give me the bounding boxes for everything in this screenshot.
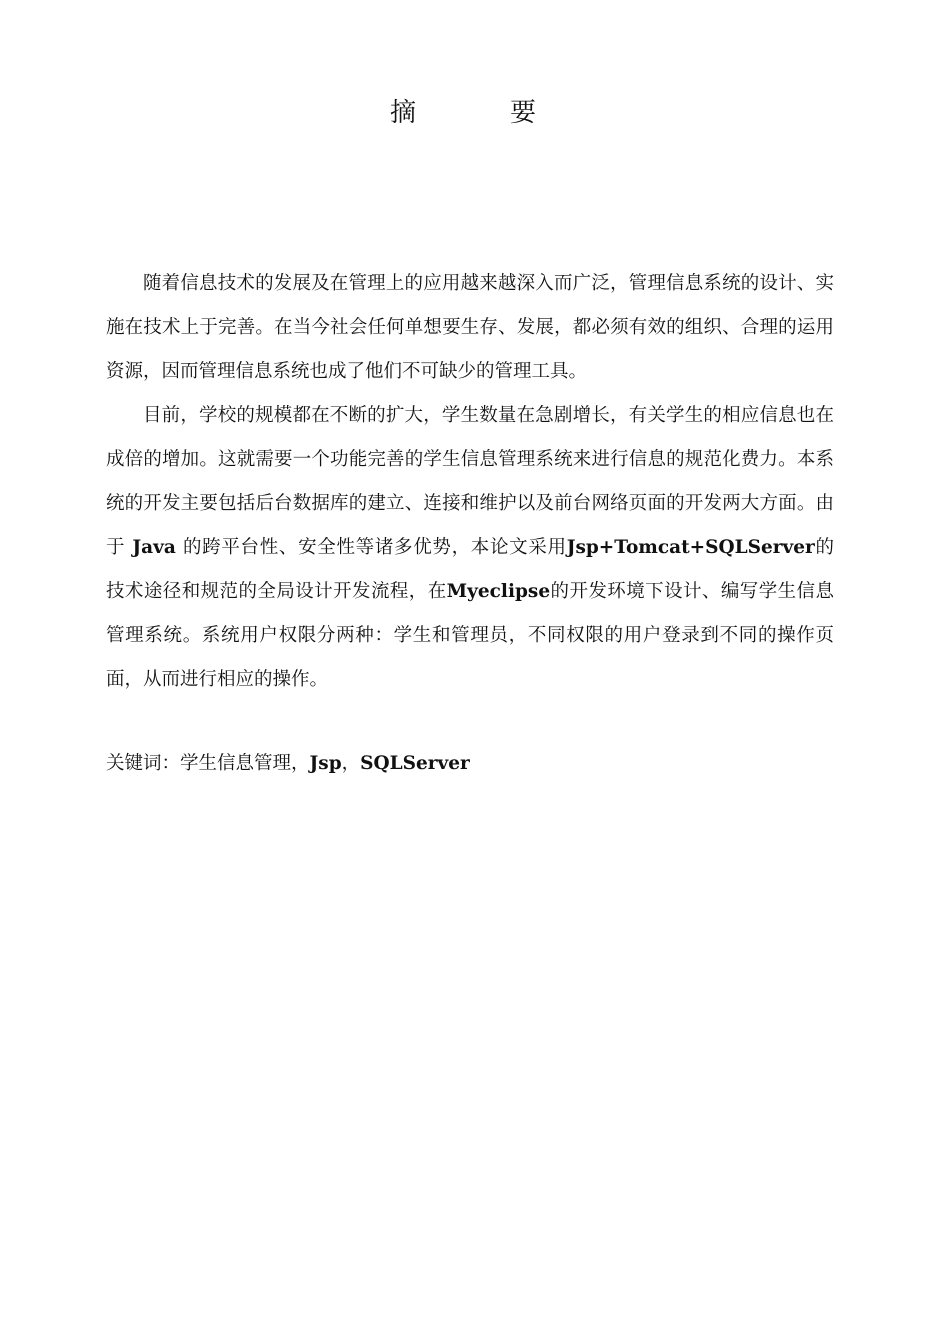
keyword-3: SQLServer [360,753,470,774]
paragraph-2-part-3: 的技术途径和规范的全局设计开发流程，在 [106,537,834,602]
paragraph-2-part-4: 的开发环境下设计、编写学生信息管理系统。系统用户权限分两种：学生和管理员，不同权限的用户登录到不同的操作页面，从而进行相应的操作。 [106,581,834,690]
paragraph-2-part-2: 的跨平台性、安全性等诸多优势，本论文采用 [182,537,567,558]
term-tech-stack: Jsp+Tomcat+SQLServer [566,537,815,558]
term-ide: Myeclipse [446,581,551,602]
abstract-paragraph-1: 随着信息技术的发展及在管理上的应用越来越深入而广泛，管理信息系统的设计、实施在技术上于完善。在当今社会任何单想要生存、发展，都必须有效的组织、合理的运用资源，因而管理信息系统也成了他们不可缺少的管理工具。 [106,273,834,382]
abstract-body [106,262,834,702]
abstract-paragraph-2 [106,394,834,702]
abstract-title [0,92,930,129]
keywords-label: 关键词： [106,753,181,774]
keyword-2: Jsp [309,753,342,774]
keyword-separator-1: ， [291,753,310,774]
title-char-2: 要 [510,98,541,128]
keyword-separator-2: ， [341,753,361,774]
keywords-line [106,744,834,784]
keyword-1: 学生信息管理 [180,753,292,774]
paragraph-2-part-1: 目前，学校的规模都在不断的扩大，学生数量在急剧增长，有关学生的相应信息也在成倍的增加。这就需要一个功能完善的学生信息管理系统来进行信息的规范化费力。本系统的开发主要包括后台数据库的建立、连接和维护以及前台网络页面的开发两大方面。由于 [106,405,834,558]
title-char-1: 摘 [389,98,420,128]
term-java: Java [125,537,183,558]
